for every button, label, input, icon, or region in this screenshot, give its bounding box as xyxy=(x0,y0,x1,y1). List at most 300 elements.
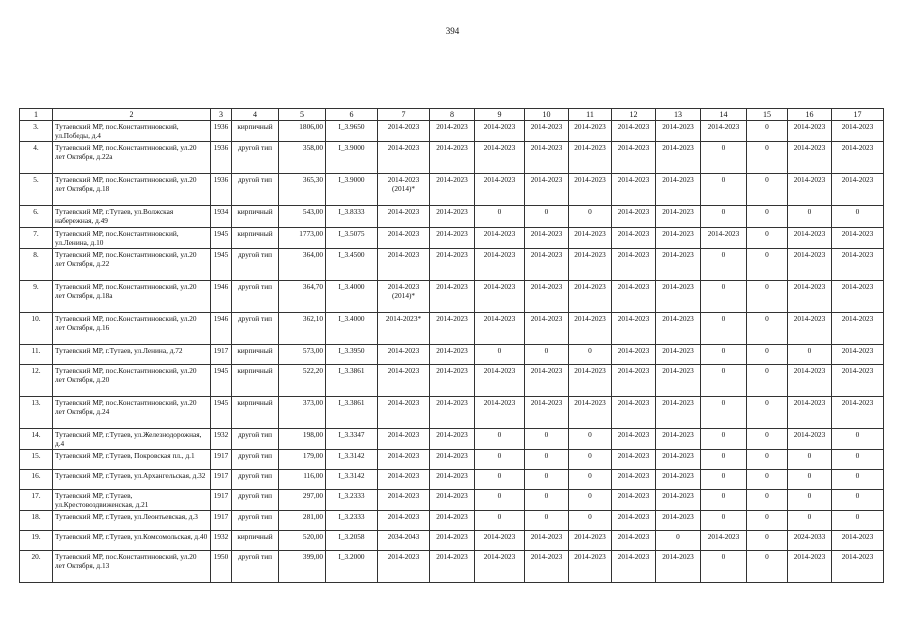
table-cell: 2014-2023 xyxy=(656,551,701,583)
table-cell: 2014-2023 xyxy=(832,228,884,249)
table-row xyxy=(20,121,884,142)
table-cell: 1936 xyxy=(211,121,232,142)
table-cell: 2014-2023 xyxy=(430,551,475,583)
table-cell: 2014-2023 xyxy=(612,397,656,429)
row-number-cell: 19. xyxy=(20,531,53,551)
table-cell: 2014-2023 xyxy=(788,281,832,313)
table-cell: 2014-2023 xyxy=(656,397,701,429)
table-cell: 0 xyxy=(747,470,788,490)
table-cell: 2014-2023 xyxy=(612,470,656,490)
table-cell: 2014-2023 xyxy=(832,531,884,551)
table-cell: 0 xyxy=(788,206,832,228)
table-cell: 2014-2023 xyxy=(430,142,475,174)
table-cell: 2014-2023 xyxy=(832,281,884,313)
table-row xyxy=(20,345,884,365)
table-cell: 2014-2023 xyxy=(656,450,701,470)
table-cell: 0 xyxy=(747,121,788,142)
table-cell: 2014-2023 xyxy=(475,281,525,313)
table-cell: I_3.3861 xyxy=(326,397,378,429)
table-cell: 0 xyxy=(747,531,788,551)
table-cell: другой тип xyxy=(232,490,279,511)
table-cell: 2014-2023 xyxy=(430,531,475,551)
column-number: 13 xyxy=(656,109,701,121)
table-cell: 2014-2023 xyxy=(656,511,701,531)
table-cell: 0 xyxy=(701,470,747,490)
row-number-cell: 18. xyxy=(20,511,53,531)
table-cell: 2024-2033 xyxy=(788,531,832,551)
table-cell: 2014-2023 xyxy=(378,228,430,249)
table-cell: 2014-2023 xyxy=(569,249,612,281)
table-cell: 0 xyxy=(525,490,569,511)
table-cell: 0 xyxy=(832,511,884,531)
row-number-cell: 15. xyxy=(20,450,53,470)
table-cell: 0 xyxy=(832,429,884,450)
table-cell: 1917 xyxy=(211,345,232,365)
table-cell: 0 xyxy=(701,551,747,583)
table-cell: 2014-2023 xyxy=(525,397,569,429)
table-cell: 2014-2023 xyxy=(430,511,475,531)
table-row xyxy=(20,490,884,511)
table-cell: 1950 xyxy=(211,551,232,583)
table-cell: 2014-2023 xyxy=(656,345,701,365)
table-cell: 2014-2023 xyxy=(378,365,430,397)
table-cell: 2014-2023 xyxy=(475,174,525,206)
table-cell: 0 xyxy=(747,174,788,206)
table-cell: 2014-2023 xyxy=(475,365,525,397)
table-cell: 2014-2023 xyxy=(788,397,832,429)
table-cell: 0 xyxy=(569,206,612,228)
column-number: 2 xyxy=(53,109,211,121)
table-cell: кирпичный xyxy=(232,345,279,365)
table-cell: 1932 xyxy=(211,429,232,450)
table-cell: 2014-2023 xyxy=(525,228,569,249)
table-cell: 2014-2023 xyxy=(612,365,656,397)
row-number-cell: 14. xyxy=(20,429,53,450)
address-cell: Тутаевский МР, г.Тутаев, ул.Архангельская, д.32 xyxy=(53,470,211,490)
table-cell: 2014-2023 xyxy=(656,228,701,249)
address-cell: Тутаевский МР, г.Тутаев, ул.Комсомольская, д.40 xyxy=(53,531,211,551)
column-number: 11 xyxy=(569,109,612,121)
table-cell: 0 xyxy=(788,470,832,490)
table-cell: 2014-2023 xyxy=(378,397,430,429)
table-cell: 2014-2023 xyxy=(612,450,656,470)
table-cell: 2014-2023 xyxy=(656,121,701,142)
table-cell: 2014-2023 xyxy=(612,531,656,551)
table-cell: 2014-2023* xyxy=(378,313,430,345)
table-cell: 0 xyxy=(525,429,569,450)
table-cell: другой тип xyxy=(232,511,279,531)
address-cell: Тутаевский МР, пос.Константиновский, ул.20 лет Октября, д.22 xyxy=(53,249,211,281)
area-cell: 522,20 xyxy=(279,365,326,397)
table-cell: 2014-2023 xyxy=(475,551,525,583)
table-cell: 0 xyxy=(475,345,525,365)
table-cell: 2014-2023 xyxy=(832,313,884,345)
table-cell: 0 xyxy=(525,206,569,228)
address-cell: Тутаевский МР, пос.Константиновский, ул.20 лет Октября, д.24 xyxy=(53,397,211,429)
table-cell: I_3.4000 xyxy=(326,281,378,313)
table-cell: 1936 xyxy=(211,174,232,206)
table-cell: 2014-2023 xyxy=(788,228,832,249)
table-cell: 0 xyxy=(747,206,788,228)
row-number-cell: 20. xyxy=(20,551,53,583)
table-cell: 1946 xyxy=(211,281,232,313)
address-cell: Тутаевский МР, г.Тутаев, ул.Леонтьевская, д.3 xyxy=(53,511,211,531)
address-cell: Тутаевский МР, пос.Константиновский, ул.20 лет Октября, д.18а xyxy=(53,281,211,313)
table-cell: 0 xyxy=(475,490,525,511)
table-cell: 0 xyxy=(747,551,788,583)
table-cell: 0 xyxy=(475,511,525,531)
area-cell: 520,00 xyxy=(279,531,326,551)
table-cell: 0 xyxy=(525,470,569,490)
table-cell: 0 xyxy=(747,365,788,397)
address-cell: Тутаевский МР, г.Тутаев, ул.Волжская набережная, д.49 xyxy=(53,206,211,228)
area-cell: 364,00 xyxy=(279,249,326,281)
column-number: 14 xyxy=(701,109,747,121)
table-cell: I_3.9000 xyxy=(326,174,378,206)
table-cell: 0 xyxy=(701,281,747,313)
row-number-cell: 7. xyxy=(20,228,53,249)
area-cell: 365,30 xyxy=(279,174,326,206)
table-cell: 0 xyxy=(747,450,788,470)
table-cell: 1917 xyxy=(211,511,232,531)
table-cell: I_3.3950 xyxy=(326,345,378,365)
table-cell: 0 xyxy=(832,450,884,470)
table-cell: 2014-2023 xyxy=(525,531,569,551)
column-number-row xyxy=(20,109,884,121)
table-cell: 2014-2023 xyxy=(656,249,701,281)
table-cell: 2014-2023 xyxy=(569,174,612,206)
table-cell: 1917 xyxy=(211,450,232,470)
row-number-cell: 3. xyxy=(20,121,53,142)
row-number-cell: 6. xyxy=(20,206,53,228)
table-cell: 0 xyxy=(569,450,612,470)
table-cell: 0 xyxy=(701,345,747,365)
table-cell: 2014-2023 xyxy=(656,470,701,490)
area-cell: 362,10 xyxy=(279,313,326,345)
table-cell: 2014-2023 xyxy=(701,228,747,249)
table-cell: другой тип xyxy=(232,281,279,313)
table-cell: другой тип xyxy=(232,551,279,583)
table-cell: 2014-2023 xyxy=(475,313,525,345)
area-cell: 1773,00 xyxy=(279,228,326,249)
table-cell: I_3.4000 xyxy=(326,313,378,345)
table-cell: 0 xyxy=(747,313,788,345)
table-cell: 2014-2023 xyxy=(378,121,430,142)
table-cell: 0 xyxy=(701,450,747,470)
table-cell: 0 xyxy=(475,206,525,228)
table-cell: 0 xyxy=(832,490,884,511)
row-number-cell: 9. xyxy=(20,281,53,313)
address-cell: Тутаевский МР, пос.Константиновский, ул.20 лет Октября, д.16 xyxy=(53,313,211,345)
area-cell: 573,00 xyxy=(279,345,326,365)
table-cell: 1917 xyxy=(211,490,232,511)
table-cell: 2014-2023 xyxy=(378,551,430,583)
housing-register-table xyxy=(19,108,884,583)
table-cell: 0 xyxy=(569,345,612,365)
table-cell: 2014-2023 xyxy=(430,429,475,450)
column-number: 9 xyxy=(475,109,525,121)
area-cell: 1806,00 xyxy=(279,121,326,142)
table-cell: 2014-2023 xyxy=(832,142,884,174)
table-cell: кирпичный xyxy=(232,206,279,228)
table-cell: 2014-2023 xyxy=(475,121,525,142)
column-number: 7 xyxy=(378,109,430,121)
table-row xyxy=(20,511,884,531)
table-cell: 2014-2023 xyxy=(656,490,701,511)
table-cell: другой тип xyxy=(232,313,279,345)
table-cell: 2014-2023 xyxy=(832,365,884,397)
table-cell: 0 xyxy=(701,249,747,281)
table-cell: 2014-2023 (2014)* xyxy=(378,281,430,313)
area-cell: 297,00 xyxy=(279,490,326,511)
table-cell: 2014-2023 xyxy=(612,142,656,174)
column-number: 1 xyxy=(20,109,53,121)
table-cell: 2014-2023 xyxy=(788,249,832,281)
column-number: 15 xyxy=(747,109,788,121)
table-cell: 2014-2023 xyxy=(430,490,475,511)
table-row xyxy=(20,206,884,228)
area-cell: 281,00 xyxy=(279,511,326,531)
table-cell: 2014-2023 xyxy=(525,365,569,397)
row-number-cell: 10. xyxy=(20,313,53,345)
table-cell: 2014-2023 xyxy=(430,121,475,142)
table-cell: 1934 xyxy=(211,206,232,228)
table-cell: 0 xyxy=(701,313,747,345)
table-cell: 0 xyxy=(747,429,788,450)
address-cell: Тутаевский МР, пос.Константиновский, ул.Победы, д.4 xyxy=(53,121,211,142)
table-cell: 2014-2023 xyxy=(612,511,656,531)
table-cell: 2014-2023 xyxy=(378,249,430,281)
table-cell: 2014-2023 xyxy=(525,121,569,142)
table-cell: 2014-2023 xyxy=(701,121,747,142)
table-cell: 2014-2023 xyxy=(832,249,884,281)
table-cell: 2014-2023 xyxy=(569,313,612,345)
table-cell: 0 xyxy=(701,206,747,228)
table-cell: I_3.3142 xyxy=(326,470,378,490)
table-cell: 0 xyxy=(569,429,612,450)
table-cell: кирпичный xyxy=(232,397,279,429)
table-cell: 2014-2023 xyxy=(378,206,430,228)
table-row xyxy=(20,397,884,429)
table-cell: 2014-2023 xyxy=(430,397,475,429)
table-cell: 1917 xyxy=(211,470,232,490)
table-cell: 2014-2023 xyxy=(430,174,475,206)
row-number-cell: 8. xyxy=(20,249,53,281)
table-cell: 2014-2023 xyxy=(832,345,884,365)
table-cell: 0 xyxy=(701,365,747,397)
table-cell: 1932 xyxy=(211,531,232,551)
table-cell: 2014-2023 xyxy=(832,121,884,142)
address-cell: Тутаевский МР, г.Тутаев, ул.Железнодорожная, д.4 xyxy=(53,429,211,450)
table-cell: другой тип xyxy=(232,142,279,174)
area-cell: 543,00 xyxy=(279,206,326,228)
table-cell: 2014-2023 xyxy=(430,470,475,490)
table-cell: 2014-2023 xyxy=(612,281,656,313)
column-number: 5 xyxy=(279,109,326,121)
table-cell: 0 xyxy=(747,511,788,531)
row-number-cell: 4. xyxy=(20,142,53,174)
table-cell: 2014-2023 xyxy=(788,429,832,450)
table-cell: 0 xyxy=(701,174,747,206)
table-cell: 2014-2023 xyxy=(788,551,832,583)
table-cell: 2014-2023 xyxy=(378,142,430,174)
page-number: 394 xyxy=(445,26,460,36)
table-cell: 2014-2023 xyxy=(569,551,612,583)
area-cell: 358,00 xyxy=(279,142,326,174)
row-number-cell: 13. xyxy=(20,397,53,429)
address-cell: Тутаевский МР, пос.Константиновский, ул.20 лет Октября, д.18 xyxy=(53,174,211,206)
table-cell: I_3.2058 xyxy=(326,531,378,551)
table-cell: 2014-2023 xyxy=(475,249,525,281)
table-cell: 1945 xyxy=(211,397,232,429)
table-cell: 2014-2023 xyxy=(612,313,656,345)
table-cell: 2014-2023 xyxy=(656,142,701,174)
table-cell: 0 xyxy=(656,531,701,551)
table-row xyxy=(20,281,884,313)
table-cell: 2014-2023 xyxy=(612,174,656,206)
table-cell: 2014-2023 xyxy=(475,531,525,551)
table-cell: 2014-2023 xyxy=(656,429,701,450)
table-cell: 2014-2023 xyxy=(525,313,569,345)
table-cell: 2014-2023 xyxy=(475,397,525,429)
table-cell: 0 xyxy=(747,397,788,429)
table-cell: 2014-2023 xyxy=(612,429,656,450)
table-cell: 2014-2023 xyxy=(656,313,701,345)
table-cell: 2014-2023 xyxy=(475,228,525,249)
table-row xyxy=(20,450,884,470)
table-cell: 2014-2023 xyxy=(430,281,475,313)
row-number-cell: 16. xyxy=(20,470,53,490)
table-cell: 2014-2023 xyxy=(525,174,569,206)
table-row xyxy=(20,429,884,450)
table-cell: 2014-2023 xyxy=(788,121,832,142)
table-cell: 2034-2043 xyxy=(378,531,430,551)
column-number: 16 xyxy=(788,109,832,121)
table-cell: 2014-2023 xyxy=(656,206,701,228)
table-cell: 0 xyxy=(747,281,788,313)
table-cell: кирпичный xyxy=(232,228,279,249)
table-cell: 2014-2023 xyxy=(788,313,832,345)
table-cell: 1936 xyxy=(211,142,232,174)
table-cell: 2014-2023 xyxy=(832,174,884,206)
table-cell: 0 xyxy=(747,345,788,365)
table-row xyxy=(20,551,884,583)
table-cell: I_3.3142 xyxy=(326,450,378,470)
table-cell: 2014-2023 xyxy=(378,511,430,531)
table-row xyxy=(20,174,884,206)
table-cell: 2014-2023 xyxy=(525,281,569,313)
table-cell: другой тип xyxy=(232,249,279,281)
table-cell: 0 xyxy=(747,142,788,174)
table-cell: 2014-2023 xyxy=(378,345,430,365)
table-cell: 2014-2023 xyxy=(569,121,612,142)
table-cell: 2014-2023 xyxy=(475,142,525,174)
area-cell: 373,00 xyxy=(279,397,326,429)
table-row xyxy=(20,531,884,551)
table-cell: 2014-2023 xyxy=(569,531,612,551)
row-number-cell: 5. xyxy=(20,174,53,206)
table-cell: 2014-2023 xyxy=(525,142,569,174)
area-cell: 198,00 xyxy=(279,429,326,450)
table-cell: 2014-2023 xyxy=(378,429,430,450)
table-cell: 0 xyxy=(525,450,569,470)
table-cell: 1945 xyxy=(211,365,232,397)
column-number: 8 xyxy=(430,109,475,121)
table-cell: 0 xyxy=(701,511,747,531)
table-cell: 0 xyxy=(475,429,525,450)
table-cell: 2014-2023 xyxy=(569,397,612,429)
table-cell: 2014-2023 xyxy=(430,450,475,470)
table-cell: 0 xyxy=(475,450,525,470)
table-cell: 0 xyxy=(701,490,747,511)
table-cell: I_3.2333 xyxy=(326,511,378,531)
table-cell: 0 xyxy=(747,228,788,249)
table-cell: 2014-2023 xyxy=(525,551,569,583)
table-row xyxy=(20,142,884,174)
address-cell: Тутаевский МР, пос.Константиновский, ул.20 лет Октября, д.13 xyxy=(53,551,211,583)
table-cell: 2014-2023 xyxy=(612,228,656,249)
table-cell: 0 xyxy=(747,490,788,511)
table-cell: 2014-2023 xyxy=(378,490,430,511)
table-cell: I_3.3347 xyxy=(326,429,378,450)
table-cell: 2014-2023 xyxy=(430,345,475,365)
table-cell: 2014-2023 xyxy=(378,450,430,470)
table-cell: 0 xyxy=(701,397,747,429)
address-cell: Тутаевский МР, г.Тутаев, ул.Крестовоздвиженская, д.21 xyxy=(53,490,211,511)
table-row xyxy=(20,365,884,397)
table-cell: 0 xyxy=(788,511,832,531)
table-cell: 2014-2023 (2014)* xyxy=(378,174,430,206)
table-cell: 0 xyxy=(569,511,612,531)
table-cell: другой тип xyxy=(232,450,279,470)
table-cell: I_3.9000 xyxy=(326,142,378,174)
column-number: 10 xyxy=(525,109,569,121)
table-cell: 2014-2023 xyxy=(612,345,656,365)
table-cell: I_3.8333 xyxy=(326,206,378,228)
table-cell: 1945 xyxy=(211,249,232,281)
area-cell: 179,00 xyxy=(279,450,326,470)
row-number-cell: 11. xyxy=(20,345,53,365)
table-cell: I_3.2333 xyxy=(326,490,378,511)
table-cell: 2014-2023 xyxy=(788,174,832,206)
column-number: 4 xyxy=(232,109,279,121)
table-cell: 0 xyxy=(701,429,747,450)
column-number: 12 xyxy=(612,109,656,121)
address-cell: Тутаевский МР, г.Тутаев, ул.Ленина, д.72 xyxy=(53,345,211,365)
address-cell: Тутаевский МР, г.Тутаев, Покровская пл., д.1 xyxy=(53,450,211,470)
table-cell: 0 xyxy=(569,490,612,511)
table-cell: 2014-2023 xyxy=(569,228,612,249)
table-cell: 2014-2023 xyxy=(378,470,430,490)
table-cell: 0 xyxy=(569,470,612,490)
table-cell: другой тип xyxy=(232,470,279,490)
address-cell: Тутаевский МР, пос.Константиновский, ул.20 лет Октября, д.20 xyxy=(53,365,211,397)
table-cell: 2014-2023 xyxy=(612,121,656,142)
table-cell: кирпичный xyxy=(232,365,279,397)
table-cell: 2014-2023 xyxy=(656,365,701,397)
column-number: 3 xyxy=(211,109,232,121)
table-cell: 2014-2023 xyxy=(525,249,569,281)
table-cell: 0 xyxy=(747,249,788,281)
table-cell: 0 xyxy=(701,142,747,174)
area-cell: 364,70 xyxy=(279,281,326,313)
table-cell: 2014-2023 xyxy=(832,551,884,583)
table-cell: I_3.2000 xyxy=(326,551,378,583)
table-cell: 0 xyxy=(788,450,832,470)
table-row xyxy=(20,313,884,345)
table-cell: I_3.9650 xyxy=(326,121,378,142)
area-cell: 116,00 xyxy=(279,470,326,490)
